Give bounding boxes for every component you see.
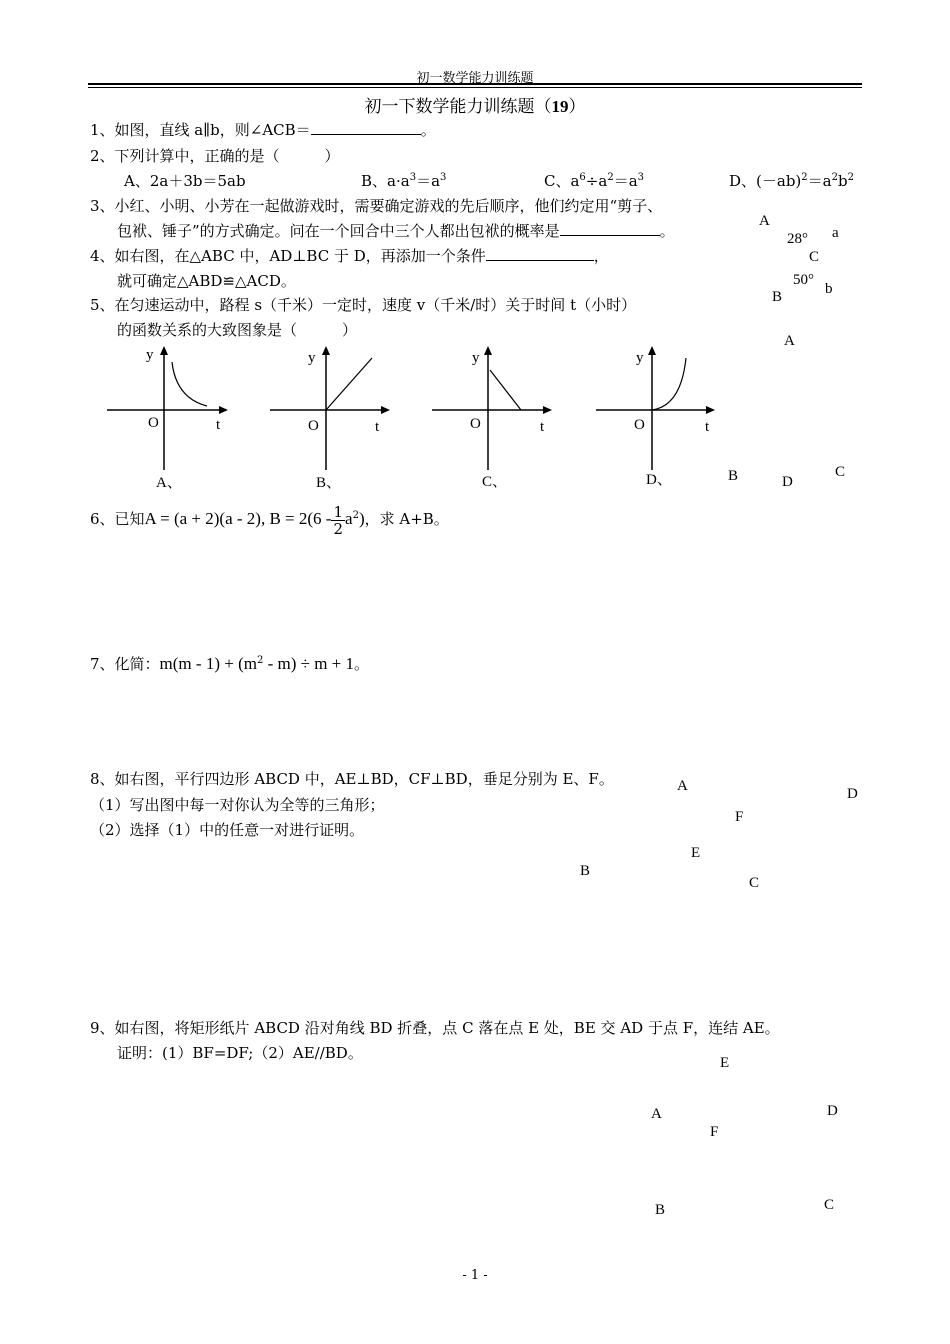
fig8-label-A: A	[677, 778, 688, 794]
fig8-label-D: D	[847, 786, 858, 802]
question-8-line2: （1）写出图中每一对你认为全等的三角形；	[90, 796, 385, 814]
fig9-label-B: B	[655, 1202, 666, 1218]
fig8-label-C: C	[749, 875, 760, 891]
fraction-half: $\frac{1}{2}$	[333, 502, 344, 538]
question-4-line1: 4、如右图，在△ABC 中，AD⊥BC 于 D，再添加一个条件 ，	[90, 247, 609, 265]
fig1-label-C: C	[809, 249, 820, 265]
fig9-label-D: D	[827, 1103, 838, 1119]
graph-b-y-label: y	[308, 350, 316, 366]
question-4-line2: 就可确定△ABD≌△ACD。	[117, 272, 296, 290]
graph-d-y-label: y	[636, 350, 644, 366]
fig8-label-F: F	[735, 809, 744, 825]
graph-d-t-label: t	[705, 419, 710, 435]
graph-d-option: D、	[646, 472, 672, 488]
graph-a-option: A、	[156, 475, 182, 491]
option-2d: D、$(-ab)^2=a^2b^2$	[729, 172, 854, 190]
question-1: 1、如图，直线 a∥b，则∠ACB＝ 。	[90, 121, 436, 139]
running-header: 初一数学能力训练题	[416, 71, 534, 86]
graph-a-y-label: y	[146, 347, 154, 363]
graph-b-option: B、	[316, 475, 342, 491]
question-5-line1: 5、在匀速运动中，路程 s（千米）一定时，速度 v（千米/时）关于时间 t（小时）	[90, 296, 637, 314]
graph-b-t-label: t	[375, 419, 380, 435]
fig9-label-A: A	[651, 1106, 662, 1122]
question-2: 2、下列计算中，正确的是（ ）	[90, 147, 340, 165]
graph-a-origin: O	[148, 415, 159, 431]
fig8-label-B: B	[580, 863, 591, 879]
question-5-line2: 的函数关系的大致图象是（ ）	[117, 321, 358, 339]
fig9-label-E: E	[720, 1055, 730, 1071]
question-8-line1: 8、如右图，平行四边形 ABCD 中，AE⊥BD，CF⊥BD，垂足分别为 E、F。	[90, 770, 614, 788]
option-2a: A、2a＋3b＝5ab	[124, 172, 246, 190]
question-7: 7、化简：$m(m - 1) + (m^2 - m) \div m + 1$。	[90, 654, 370, 673]
fig4-label-C: C	[835, 464, 846, 480]
question-8-line3: （2）选择（1）中的任意一对进行证明。	[90, 821, 365, 839]
graph-c-option: C、	[482, 474, 508, 490]
fig4-label-A: A	[784, 333, 795, 349]
graph-d-curve	[652, 358, 686, 410]
option-2c: C、$a^6\div a^2=a^3$	[544, 172, 645, 190]
option-2b: B、$a\cdot a^3=a^3$	[361, 172, 447, 190]
fig1-label-b: b	[825, 281, 833, 297]
question-6: 6、已知A = (a + 2)(a - 2), B = 2(6 - $\frac{1}{2}$ $a^2$)，求 A+B。	[90, 502, 449, 538]
fig9-label-C: C	[824, 1197, 835, 1213]
fig4-label-D: D	[782, 474, 793, 490]
question-9-line2: 证明：(1）BF=DF;（2）AE//BD。	[117, 1044, 363, 1062]
question-3-line1: 3、小红、小明、小芳在一起做游戏时，需要确定游戏的先后顺序，他们约定用“剪子、	[90, 197, 663, 215]
question-3-line2: 包袱、锤子”的方式确定。问在一个回合中三个人都出包袱的概率是 。	[117, 222, 675, 240]
fig4-label-B: B	[728, 468, 739, 484]
fig1-label-B: B	[772, 289, 783, 305]
question-9-line1: 9、如右图，将矩形纸片 ABCD 沿对角线 BD 折叠，点 C 落在点 E 处，BE 交 AD 于点 F，连结 AE。	[90, 1019, 780, 1037]
fig8-label-E: E	[691, 845, 701, 861]
graph-c-t-label: t	[540, 419, 545, 435]
page-title: 初一下数学能力训练题（19）	[364, 97, 586, 117]
fig1-label-A: A	[759, 213, 770, 229]
fig1-angle-28: 28°	[787, 231, 808, 247]
graph-d-origin: O	[634, 417, 645, 433]
fig1-angle-50: 50°	[793, 272, 814, 288]
page-number: - 1 -	[462, 1268, 488, 1283]
graph-c-origin: O	[470, 416, 481, 432]
fig1-label-a: a	[832, 225, 839, 241]
graph-c-y-label: y	[472, 350, 480, 366]
graph-d-y-arrow	[648, 346, 656, 355]
graph-b-origin: O	[308, 418, 319, 434]
graph-a-t-label: t	[216, 417, 221, 433]
fig9-label-F: F	[710, 1124, 719, 1140]
graph-d-t-arrow	[706, 406, 715, 414]
